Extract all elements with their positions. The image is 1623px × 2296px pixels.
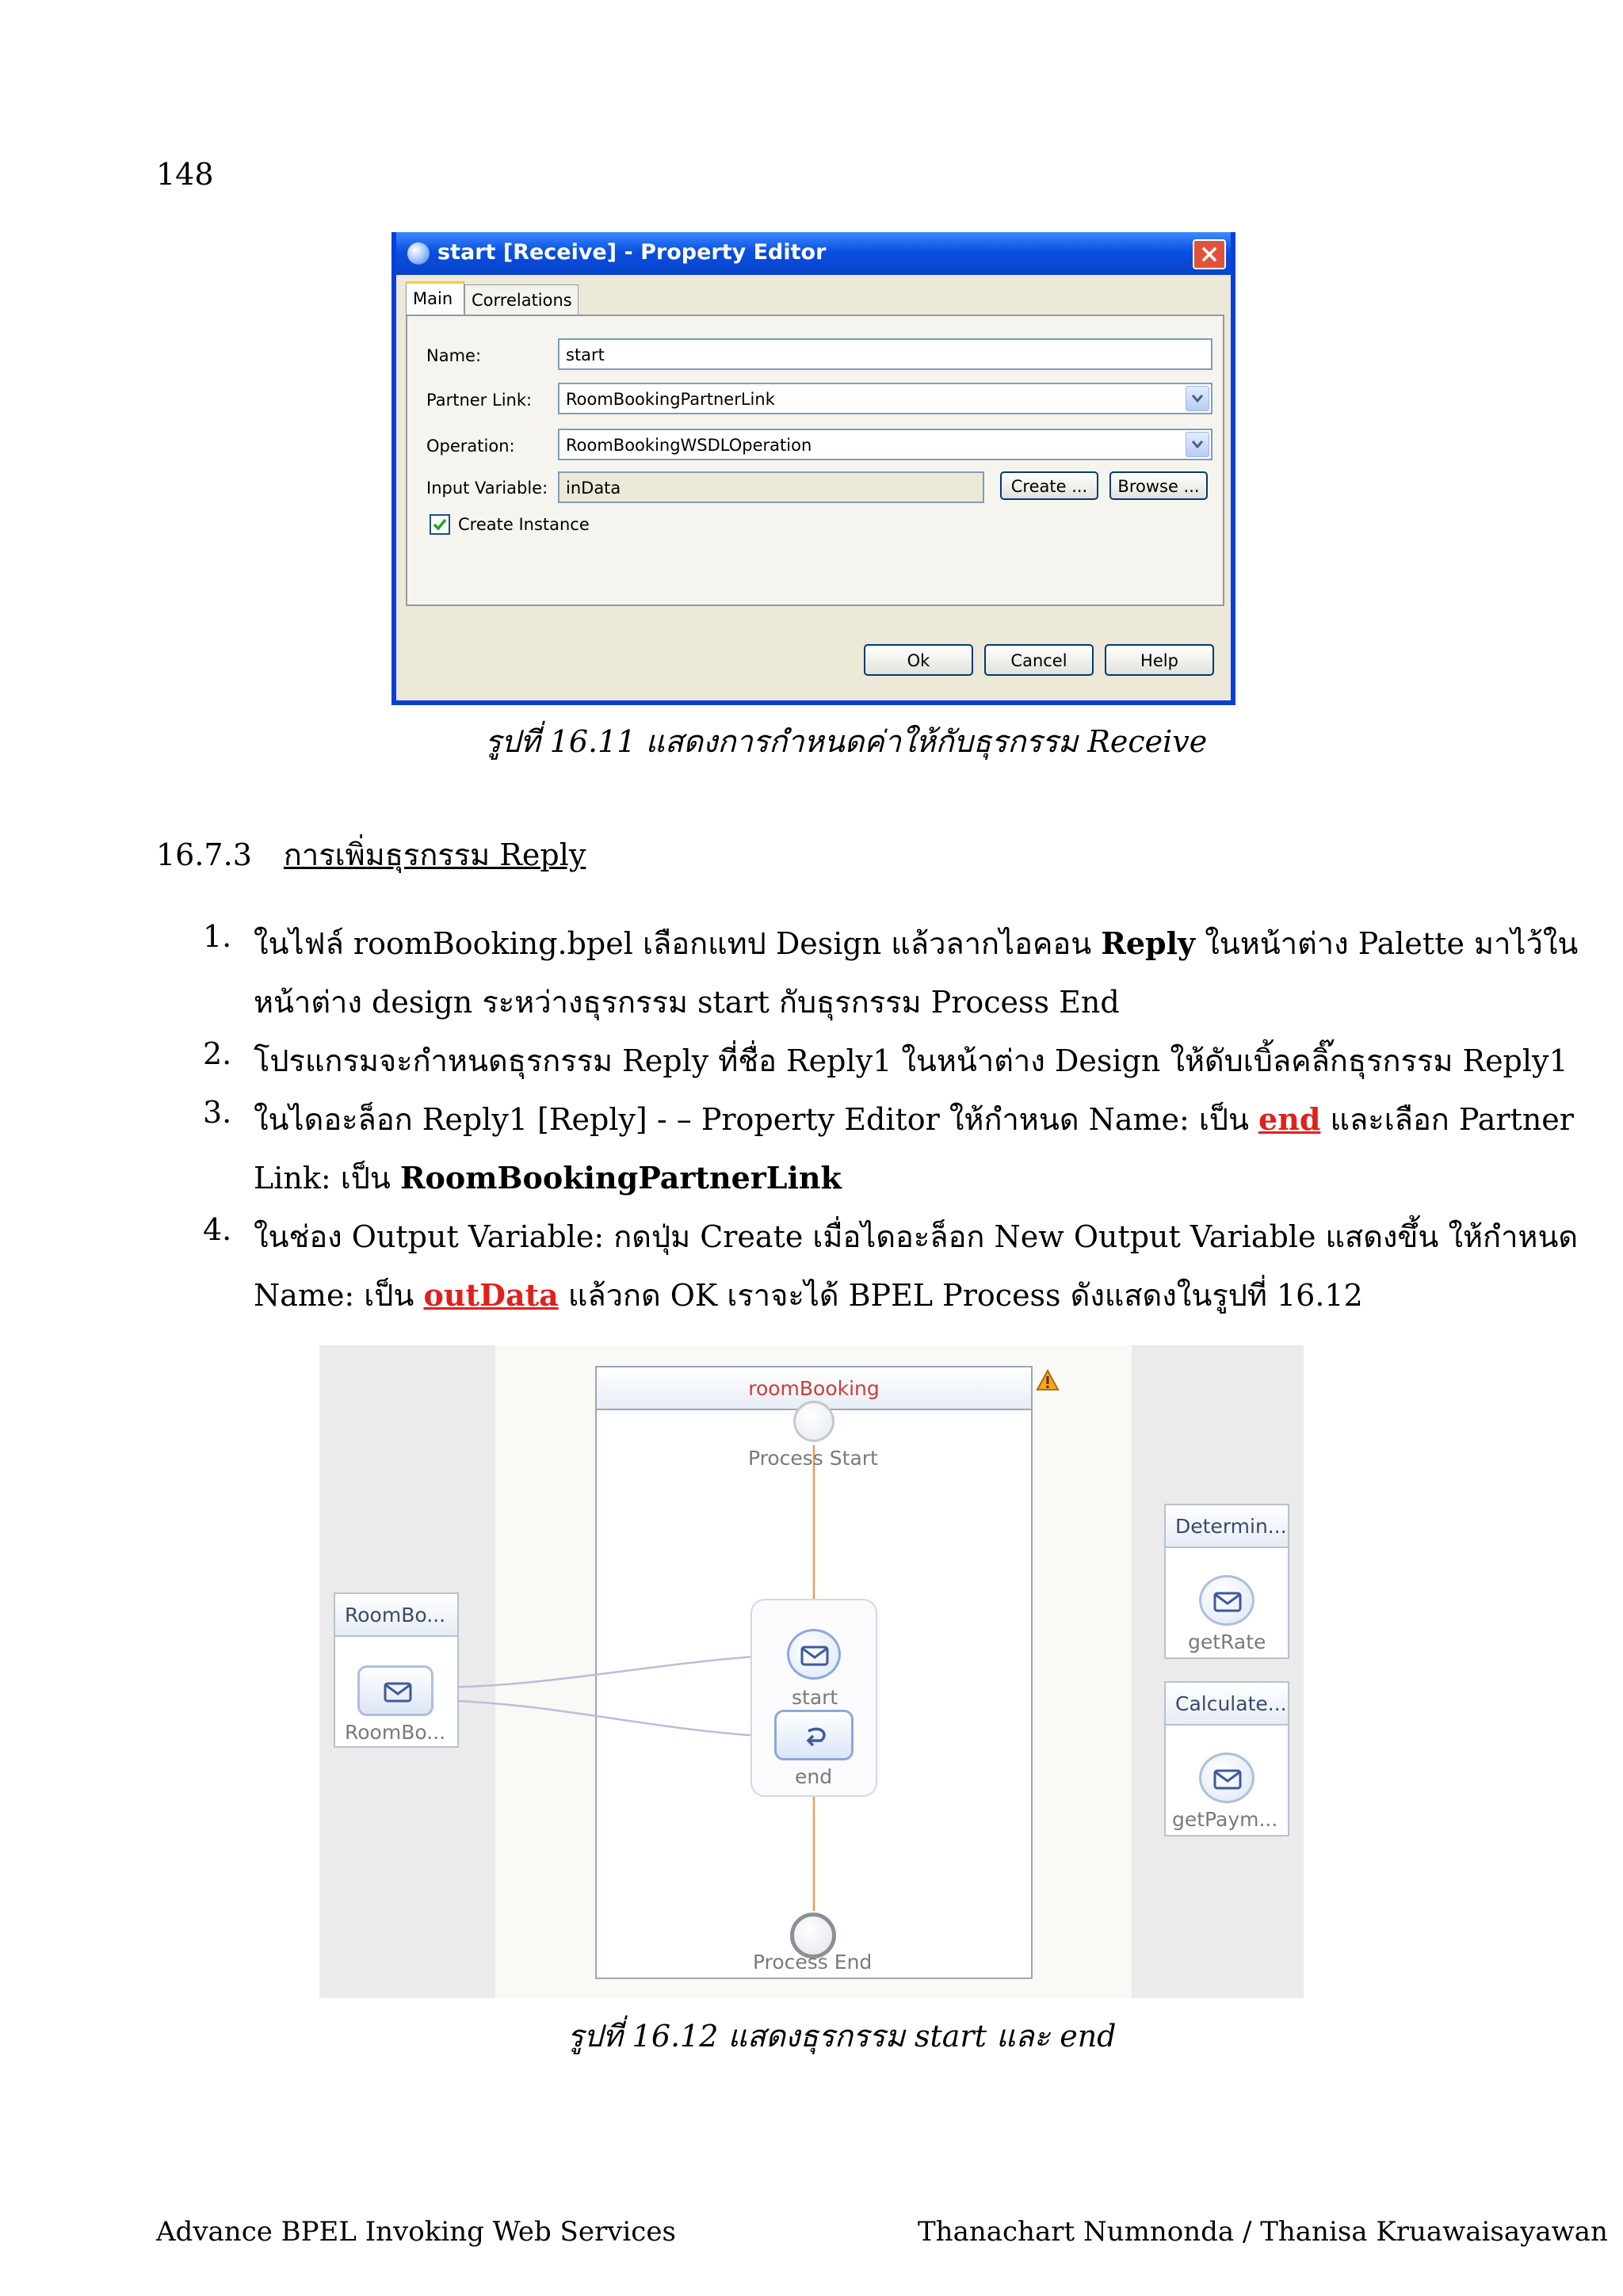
partner-link-dropdown-button[interactable] bbox=[1186, 386, 1209, 411]
step-2-line-1: โปรแกรมจะกำหนดธุรกรรม Reply ที่ชื่อ Reply1 ในหน้าต่าง Design ให้ดับเบิ้ลคลิ๊กธุรกรรม Reply1 bbox=[254, 1043, 1568, 1078]
partner-link-value: RoomBookingPartnerLink bbox=[566, 390, 775, 409]
bpel-diagram bbox=[319, 1345, 1304, 1998]
create-button[interactable]: Create ... bbox=[1000, 471, 1098, 500]
envelope-icon bbox=[800, 1646, 829, 1666]
tab-main[interactable]: Main bbox=[406, 281, 464, 315]
left-partner-label: RoomBo... bbox=[345, 1721, 446, 1744]
get-rate-label: getRate bbox=[1188, 1630, 1266, 1653]
partner-link-select[interactable] bbox=[558, 383, 1212, 414]
name-field[interactable]: start bbox=[558, 338, 1212, 370]
process-end-label: Process End bbox=[753, 1951, 873, 1974]
figure-16-11-caption: รูปที่ 16.11 แสดงการกำหนดค่าให้กับธุรกรรม Receive bbox=[485, 724, 1208, 759]
close-button[interactable] bbox=[1193, 239, 1226, 269]
envelope-icon bbox=[1213, 1592, 1242, 1612]
step-1-line-2: หน้าต่าง design ระหว่างธุรกรรม start กับธุรกรรม Process End bbox=[254, 985, 1120, 1020]
step-2-number: 2. bbox=[203, 1036, 232, 1071]
step-4-text-b: แล้วกด OK เราจะได้ BPEL Process ดังแสดงในรูปที่ 16.12 bbox=[558, 1278, 1363, 1313]
section-number: 16.7.3 bbox=[156, 837, 252, 872]
process-start-node[interactable] bbox=[793, 1401, 834, 1442]
help-button[interactable]: Help bbox=[1105, 644, 1214, 676]
right-partner-link-1[interactable] bbox=[1164, 1504, 1289, 1659]
step-3-text-a: ในไดอะล็อก Reply1 [Reply] - – Property Editor ให้กำหนด Name: เป็น bbox=[254, 1102, 1259, 1137]
start-label: start bbox=[792, 1686, 838, 1709]
operation-dropdown-button[interactable] bbox=[1186, 432, 1209, 457]
browse-button[interactable]: Browse ... bbox=[1109, 471, 1208, 500]
cancel-button[interactable]: Cancel bbox=[984, 644, 1094, 676]
operation-label: Operation: bbox=[426, 437, 515, 456]
step-4-outdata-link: outData bbox=[423, 1277, 559, 1313]
left-partner-port[interactable] bbox=[357, 1665, 433, 1716]
right-partner-link-2[interactable] bbox=[1164, 1681, 1289, 1836]
footer-right: Thanachart Numnonda / Thanisa Kruawaisayawan bbox=[918, 2216, 1608, 2248]
envelope-icon bbox=[384, 1682, 412, 1703]
chevron-down-icon bbox=[1186, 387, 1209, 410]
step-3-bold: RoomBookingPartnerLink bbox=[399, 1160, 842, 1196]
end-label: end bbox=[795, 1765, 833, 1788]
footer-left: Advance BPEL Invoking Web Services bbox=[156, 2216, 676, 2248]
step-4-text-a: Name: เป็น bbox=[254, 1278, 424, 1313]
step-4-line-1: ในช่อง Output Variable: กดปุ่ม Create เมื่อไดอะล็อก New Output Variable แสดงขึ้น ให้กำหนด bbox=[254, 1219, 1579, 1254]
page-number: 148 bbox=[156, 157, 214, 192]
main-panel bbox=[406, 315, 1224, 606]
input-variable-label: Input Variable: bbox=[426, 479, 548, 498]
get-rate-port[interactable] bbox=[1199, 1575, 1254, 1626]
section-heading bbox=[156, 830, 586, 879]
create-instance-label: Create Instance bbox=[458, 515, 590, 534]
create-instance-checkbox[interactable] bbox=[430, 514, 450, 535]
step-3-line-1 bbox=[254, 1095, 1574, 1143]
step-1-line-1 bbox=[254, 919, 1578, 967]
step-1-text-b: ในหน้าต่าง Palette มาไว้ใน bbox=[1195, 926, 1579, 961]
right-partner-2-title: Calculate... bbox=[1166, 1683, 1288, 1726]
process-start-label: Process Start bbox=[748, 1447, 878, 1470]
left-partner-title: RoomBo... bbox=[335, 1594, 457, 1637]
get-payment-port[interactable] bbox=[1199, 1753, 1254, 1803]
chevron-down-icon bbox=[1186, 433, 1209, 456]
dialog-title-bar[interactable] bbox=[396, 232, 1231, 275]
figure-16-12-caption: รูปที่ 16.12 แสดงธุรกรรม start และ end bbox=[567, 2019, 1117, 2054]
left-partner-link[interactable] bbox=[334, 1592, 459, 1748]
get-payment-label: getPaym... bbox=[1172, 1808, 1278, 1831]
end-reply-node[interactable] bbox=[774, 1710, 854, 1760]
section-title: การเพิ่มธุรกรรม Reply bbox=[283, 837, 586, 872]
check-icon bbox=[431, 516, 449, 533]
step-3-text-b: และเลือก Partner bbox=[1320, 1102, 1574, 1137]
app-icon bbox=[407, 242, 430, 265]
step-3-number: 3. bbox=[203, 1095, 232, 1130]
step-1-text-a: ในไฟล์ roomBooking.bpel เลือกแทป Design แล้วลากไอคอน bbox=[254, 926, 1102, 961]
step-4-line-2 bbox=[254, 1271, 1363, 1319]
property-editor-dialog bbox=[391, 232, 1235, 705]
step-3-text-c: Link: เป็น bbox=[254, 1161, 400, 1196]
operation-select[interactable] bbox=[558, 429, 1212, 460]
dialog-title: start [Receive] - Property Editor bbox=[437, 240, 827, 265]
step-4-number: 4. bbox=[203, 1212, 232, 1247]
start-receive-node[interactable] bbox=[787, 1629, 841, 1680]
ok-button[interactable]: Ok bbox=[864, 644, 973, 676]
process-title[interactable]: roomBooking bbox=[595, 1366, 1033, 1410]
input-variable-field: inData bbox=[558, 471, 984, 503]
step-3-end-link: end bbox=[1258, 1101, 1321, 1137]
tab-correlations[interactable]: Correlations bbox=[464, 284, 579, 315]
close-icon bbox=[1201, 246, 1217, 262]
partner-link-label: Partner Link: bbox=[426, 391, 533, 410]
name-label: Name: bbox=[426, 346, 482, 365]
step-1-number: 1. bbox=[203, 919, 232, 954]
step-1-bold: Reply bbox=[1101, 925, 1196, 961]
operation-value: RoomBookingWSDLOperation bbox=[566, 436, 812, 455]
reply-arrow-icon bbox=[802, 1723, 831, 1749]
right-partner-1-title: Determin... bbox=[1166, 1505, 1288, 1548]
envelope-icon bbox=[1213, 1769, 1242, 1790]
step-3-line-2 bbox=[254, 1154, 842, 1202]
